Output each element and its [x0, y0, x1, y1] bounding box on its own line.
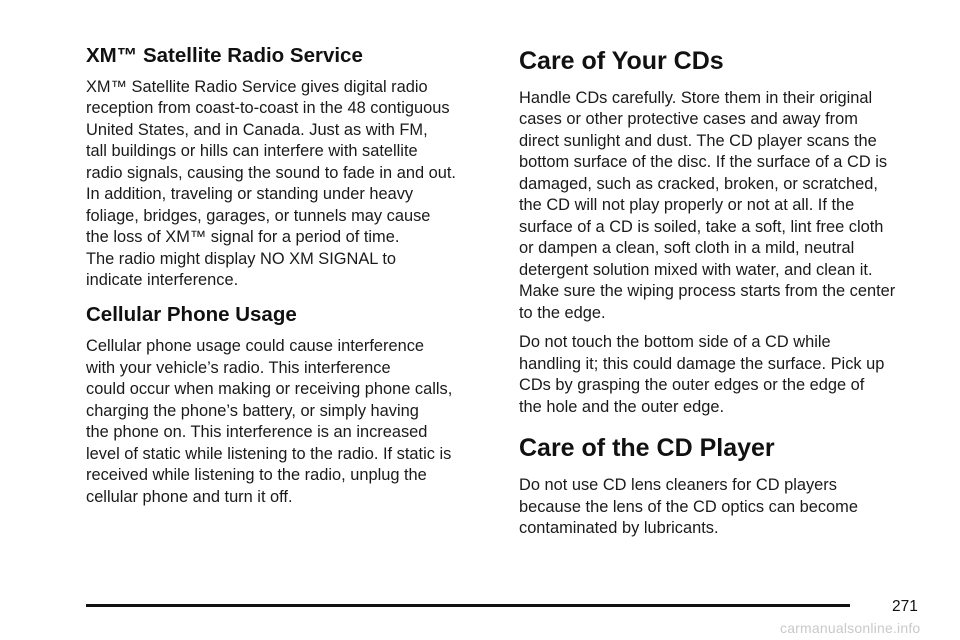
care-of-the-cd-player-heading: Care of the CD Player [519, 434, 775, 463]
care-of-the-cd-player-body: Do not use CD lens cleaners for CD players because the lens of the CD optics can become contaminated by lubricants. [519, 476, 858, 537]
xm-satellite-radio-body: XM™ Satellite Radio Service gives digital radio reception from coast-to-coast in the 48 contiguous United States, and in Canada. Just as with FM, tall buildings or hills can interfere with satellite radio signals, causing the sound to fade in and out. In addition, traveling or standing under heavy foliage, bridges, garages, or tunnels may cause the loss of XM™ signal for a period of time. The radio might display NO XM SIGNAL to indicate interference. [86, 77, 456, 290]
right-column [519, 44, 929, 540]
care-of-your-cds-heading: Care of Your CDs [519, 47, 724, 75]
watermark: carmanualsonline.info [780, 620, 921, 636]
left-column [86, 44, 496, 508]
care-of-your-cds-paragraph-2: Do not touch the bottom side of a CD while handling it; this could damage the surface. Pick up CDs by grasping the outer edges or the edge of the hole and the outer edge. [519, 333, 885, 416]
cellular-phone-usage-body: Cellular phone usage could cause interference with your vehicle’s radio. This interference could occur when making or receiving phone calls, charging the phone’s battery, or simply having the phone on. This interference is an increased level of static while listening to the radio. If static is received while listening to the radio, unplug the cellular phone and turn it off. [86, 337, 453, 506]
care-of-your-cds-paragraph-1: Handle CDs carefully. Store them in their original cases or other protective cases and away from direct sunlight and dust. The CD player scans the bottom surface of the disc. If the surface of a CD is damaged, such as cracked, broken, or scratched, the CD will not play properly or not at all. If the surface of a CD is soiled, take a soft, lint free cloth or dampen a clean, soft cloth in a mild, neutral detergent solution mixed with water, and clean it. Make sure the wiping process starts from the center to the edge. [519, 88, 896, 322]
cellular-phone-usage-heading: Cellular Phone Usage [86, 302, 297, 326]
xm-satellite-radio-heading: XM™ Satellite Radio Service [86, 44, 363, 67]
page-number: 271 [892, 598, 918, 615]
footer-rule [86, 604, 850, 607]
